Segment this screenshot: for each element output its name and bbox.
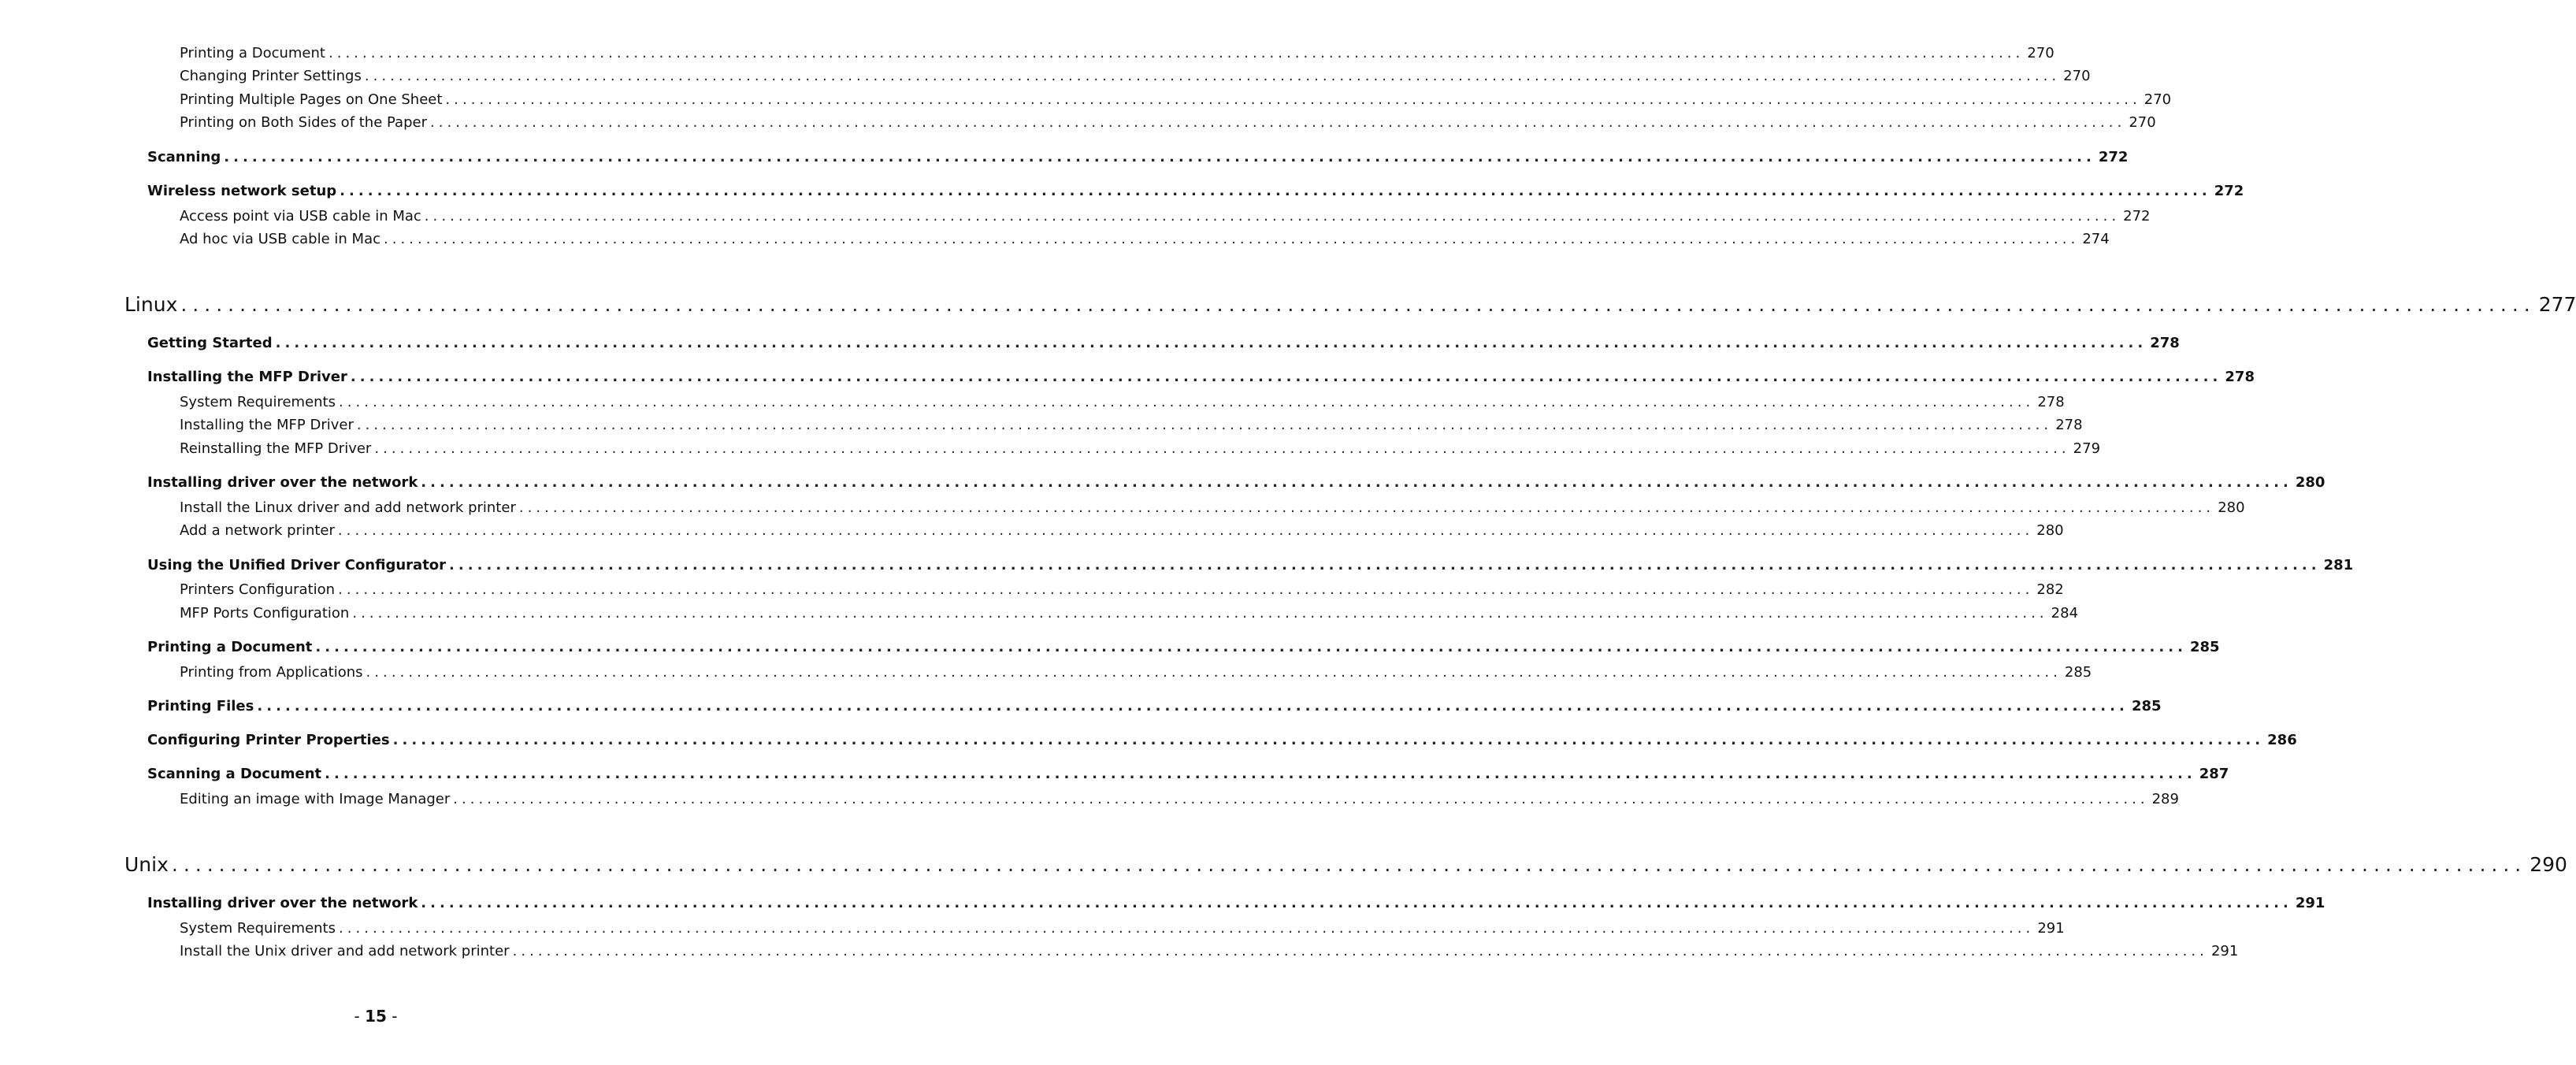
toc-entry-title: Printing Files [147,698,254,714]
toc-entry-page: 291 [2210,943,2239,959]
dot-leader: ........................................................................................................................................................................................................ [328,45,2025,61]
toc-subsection[interactable] [180,417,2083,439]
toc-entry-page: 281 [2323,557,2354,573]
toc-entry-title: Add a network printer [180,522,335,539]
dot-leader: ........................................................................................................................................................................................................ [352,605,2048,622]
dot-leader: ........................................................................................................................................................................................................ [338,920,2035,937]
toc-entry-page: 272 [2214,183,2244,199]
toc-entry-page: 277 [2538,293,2576,316]
toc-section[interactable] [147,149,2129,171]
toc-subsection[interactable] [180,664,2092,686]
page-number: 15 [365,1007,387,1026]
dot-leader: ........................................................................................................................................................................................................ [392,732,2265,748]
dot-leader: ........................................................................................................................................................................................................ [384,231,2080,247]
toc-entry-page: 284 [2051,605,2079,622]
footer-prefix: - [354,1007,366,1026]
toc-entry-page: 270 [2027,45,2054,61]
dot-leader: ........................................................................................................................................................................................................ [315,639,2187,655]
dot-leader: ........................................................................................................................................................................................................ [275,335,2147,351]
toc-entry-title: System Requirements [180,394,336,410]
toc-subsection[interactable] [180,68,2091,90]
toc-subsection[interactable] [180,440,2101,462]
toc-section[interactable] [147,766,2229,788]
toc-entry-page: 291 [2295,895,2325,911]
toc-entry-title: Access point via USB cable in Mac [180,208,421,225]
dot-leader: ........................................................................................................................................................................................................ [350,369,2222,385]
toc-entry-page: 280 [2036,522,2064,539]
toc-entry-page: 289 [2151,791,2179,807]
toc-section[interactable] [147,895,2325,917]
toc-entry-title: Printing Multiple Pages on One Sheet [180,91,443,108]
toc-section[interactable] [147,557,2354,579]
toc-subsection[interactable] [180,522,2064,544]
dot-leader: ........................................................................................................................................................................................................ [337,522,2034,539]
toc-entry-title: Linux [124,293,178,316]
toc-subsection[interactable] [180,943,2239,965]
footer-suffix: - [386,1007,398,1026]
toc-entry-title: Wireless network setup [147,183,337,199]
toc-subsection[interactable] [180,91,2172,113]
toc-entry-page: 290 [2530,853,2567,876]
toc-subsection[interactable] [180,605,2079,627]
toc-entry-page: 282 [2036,581,2064,598]
toc-entry-title: Scanning [147,149,221,165]
dot-leader: ........................................................................................................................................................................................................ [449,557,2321,573]
toc-entry-title: System Requirements [180,920,336,937]
toc-entry-title: Scanning a Document [147,766,322,782]
dot-leader: ........................................................................................................................................................................................................ [340,183,2211,199]
dot-leader: ........................................................................................................................................................................................................ [421,474,2292,491]
toc-subsection[interactable] [180,208,2151,230]
toc-entry-page: 270 [2063,68,2091,84]
dot-leader: ........................................................................................................................................................................................................ [224,149,2095,165]
toc-entry-page: 278 [2150,335,2180,351]
toc-entry-title: Using the Unified Driver Configurator [147,557,447,573]
toc-entry-page: 280 [2295,474,2325,491]
toc-entry-title: Installing the MFP Driver [147,369,347,385]
dot-leader: ........................................................................................................................................................................................................ [512,943,2208,959]
toc-entry-title: Installing driver over the network [147,474,418,491]
toc-entry-title: Printing a Document [147,639,313,655]
toc-entry-title: MFP Ports Configuration [180,605,350,622]
toc-entry-title: Printers Configuration [180,581,336,598]
toc-subsection[interactable] [180,394,2065,416]
toc-subsection[interactable] [180,231,2110,253]
dot-leader: ........................................................................................................................................................................................................ [518,499,2215,516]
toc-subsection[interactable] [180,920,2065,942]
toc-entry-title: Installing the MFP Driver [180,417,354,433]
toc-section[interactable] [147,639,2220,661]
page-footer [0,1007,752,1026]
toc-section[interactable] [147,698,2162,720]
toc-section[interactable] [147,183,2244,205]
toc-section[interactable] [147,335,2180,357]
toc-entry-title: Printing a Document [180,45,325,61]
dot-leader: ........................................................................................................................................................................................................ [325,766,2196,782]
toc-entry-title: Configuring Printer Properties [147,732,390,748]
dot-leader: ........................................................................................................................................................................................................ [338,581,2034,598]
toc-entry-page: 291 [2037,920,2065,937]
toc-entry-title: Editing an image with Image Manager [180,791,451,807]
dot-leader: ........................................................................................................................................................................................................ [374,440,2070,457]
toc-entry-page: 287 [2199,766,2229,782]
toc-entry-title: Installing driver over the network [147,895,418,911]
toc-entry-page: 285 [2189,639,2220,655]
toc-entry-page: 285 [2131,698,2162,714]
dot-leader: ........................................................................................................................................................................................................ [180,293,2536,316]
toc-entry-title: Printing from Applications [180,664,363,681]
toc-entry-page: 286 [2267,732,2297,748]
dot-leader: ........................................................................................................................................................................................................ [257,698,2129,714]
toc-section[interactable] [147,474,2325,496]
dot-leader: ........................................................................................................................................................................................................ [445,91,2141,108]
toc-entry-title: Unix [124,853,169,876]
toc-chapter[interactable] [124,293,2576,321]
toc-entry-page: 285 [2064,664,2092,681]
dot-leader: ........................................................................................................................................................................................................ [453,791,2149,807]
toc-entry-page: 274 [2082,231,2110,247]
toc-entry-page: 280 [2218,499,2245,516]
toc-entry-title: Changing Printer Settings [180,68,362,84]
dot-leader: ........................................................................................................................................................................................................ [424,208,2121,225]
dot-leader: ........................................................................................................................................................................................................ [421,895,2292,911]
toc-entry-title: Install the Linux driver and add network printer [180,499,516,516]
toc-entry-title: Getting Started [147,335,273,351]
toc-entry-page: 278 [2055,417,2083,433]
toc-section[interactable] [147,369,2255,391]
toc-chapter[interactable] [124,853,2567,881]
toc-subsection[interactable] [180,45,2054,67]
toc-entry-page: 270 [2129,114,2156,131]
toc-entry-title: Printing on Both Sides of the Paper [180,114,427,131]
dot-leader: ........................................................................................................................................................................................................ [430,114,2126,131]
dot-leader: ........................................................................................................................................................................................................ [366,664,2062,681]
toc-subsection[interactable] [180,499,2245,521]
toc-entry-page: 272 [2098,149,2129,165]
toc-entry-page: 272 [2123,208,2151,225]
toc-entry-page: 278 [2225,369,2255,385]
toc-entry-page: 270 [2144,91,2172,108]
dot-leader: ........................................................................................................................................................................................................ [338,394,2035,410]
dot-leader: ........................................................................................................................................................................................................ [364,68,2061,84]
dot-leader: ........................................................................................................................................................................................................ [171,853,2527,876]
toc-entry-page: 278 [2037,394,2065,410]
dot-leader: ........................................................................................................................................................................................................ [356,417,2053,433]
toc-subsection[interactable] [180,791,2179,813]
toc-section[interactable] [147,732,2297,754]
toc-entry-page: 279 [2073,440,2101,457]
toc-subsection[interactable] [180,581,2064,603]
toc-entry-title: Install the Unix driver and add network printer [180,943,510,959]
toc-entry-title: Reinstalling the MFP Driver [180,440,372,457]
toc-subsection[interactable] [180,114,2156,136]
toc-entry-title: Ad hoc via USB cable in Mac [180,231,380,247]
